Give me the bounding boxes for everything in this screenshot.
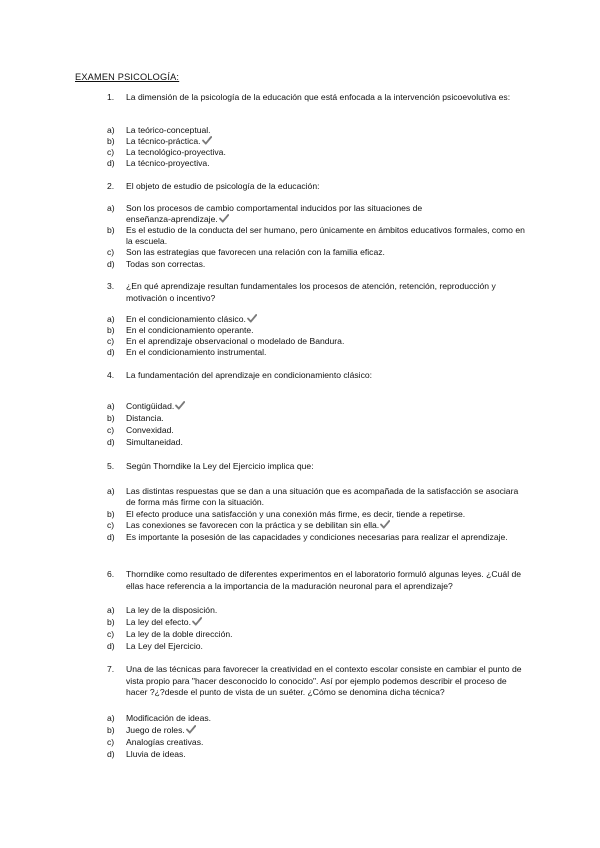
option-text: Es importante la posesión de las capacidades y condiciones necesarias para realizar el aprendizaje. xyxy=(126,532,508,542)
question-2 xyxy=(107,181,527,193)
check-mark-icon xyxy=(219,214,229,223)
question-number: 4. xyxy=(107,370,115,380)
option-2b xyxy=(107,225,527,247)
question-3 xyxy=(107,281,527,304)
option-letter: c) xyxy=(107,629,115,639)
check-mark-icon xyxy=(175,401,185,410)
option-text: En el condicionamiento instrumental. xyxy=(126,347,267,357)
option-letter: d) xyxy=(107,532,115,542)
option-text: La teórico-conceptual. xyxy=(126,125,211,135)
option-5d xyxy=(107,532,527,543)
option-text: El efecto produce una satisfacción y una conexión más firme, es decir, tiende a repetirse. xyxy=(126,509,466,519)
option-letter: a) xyxy=(107,605,115,615)
option-letter: c) xyxy=(107,147,115,157)
option-text: Simultaneidad. xyxy=(126,437,183,447)
option-letter: b) xyxy=(107,725,115,735)
question-text: ¿En qué aprendizaje resultan fundamentales los procesos de atención, retención, reproducción y motivación o incentivo? xyxy=(126,281,496,303)
option-letter: d) xyxy=(107,158,115,168)
option-text: Son las estrategias que favorecen una relación con la familia eficaz. xyxy=(126,247,385,257)
option-1b xyxy=(107,136,527,147)
question-text: Una de las técnicas para favorecer la creatividad en el contexto escolar consiste en cambiar el punto de vista propio para "hacer desconocido lo conocido". Así por ejemplo podemos describir el proceso de hacer ?¿?desde el punto de vista de un suéter. ¿Cómo se denomina dicha técnica? xyxy=(126,664,522,697)
option-text: Distancia. xyxy=(126,413,164,423)
option-letter: d) xyxy=(107,437,115,447)
option-text: La ley de la doble dirección. xyxy=(126,629,233,639)
option-text: Es el estudio de la conducta del ser humano, pero únicamente en ámbitos educativos formales, como en la escuela. xyxy=(126,225,525,247)
option-text: La técnico-proyectiva. xyxy=(126,158,210,168)
question-number: 7. xyxy=(107,664,115,674)
option-letter: d) xyxy=(107,259,115,269)
option-text: En el condicionamiento operante. xyxy=(126,325,254,335)
option-4b xyxy=(107,413,527,424)
option-letter: a) xyxy=(107,401,115,411)
option-4c xyxy=(107,425,527,436)
option-1c xyxy=(107,147,527,158)
option-text: La técnico-práctica. xyxy=(126,136,201,146)
option-text: Contigüidad. xyxy=(126,401,175,411)
question-6 xyxy=(107,569,527,592)
question-text: El objeto de estudio de psicología de la educación: xyxy=(126,181,320,191)
option-letter: c) xyxy=(107,247,115,257)
option-letter: a) xyxy=(107,486,115,496)
question-1 xyxy=(107,92,527,104)
option-2d xyxy=(107,259,527,270)
option-7a xyxy=(107,713,527,724)
option-6a xyxy=(107,605,527,616)
question-7 xyxy=(107,664,527,699)
option-letter: b) xyxy=(107,617,115,627)
option-letter: c) xyxy=(107,336,115,346)
option-text: Modificación de ideas. xyxy=(126,713,212,723)
option-3d xyxy=(107,347,527,358)
option-letter: b) xyxy=(107,325,115,335)
option-2c xyxy=(107,247,527,258)
option-text: Juego de roles. xyxy=(126,725,185,735)
option-letter: a) xyxy=(107,314,115,324)
question-number: 5. xyxy=(107,461,115,471)
option-1d xyxy=(107,158,527,169)
question-4 xyxy=(107,370,527,382)
option-text: Lluvia de ideas. xyxy=(126,749,186,759)
option-letter: c) xyxy=(107,520,115,530)
option-letter: c) xyxy=(107,737,115,747)
option-7b xyxy=(107,725,527,736)
option-text: La ley del efecto. xyxy=(126,617,191,627)
option-4d xyxy=(107,437,527,448)
check-mark-icon xyxy=(186,725,196,734)
option-3a xyxy=(107,314,527,325)
option-letter: b) xyxy=(107,509,115,519)
option-text: Todas son correctas. xyxy=(126,259,206,269)
option-text: Convexidad. xyxy=(126,425,174,435)
question-text: La dimensión de la psicología de la educación que está enfocada a la intervención psicoevolutiva es: xyxy=(126,92,511,102)
question-text: Según Thorndike la Ley del Ejercicio implica que: xyxy=(126,461,314,471)
option-letter: b) xyxy=(107,413,115,423)
option-5b xyxy=(107,509,527,520)
question-number: 2. xyxy=(107,181,115,191)
option-3c xyxy=(107,336,527,347)
option-text: Las conexiones se favorecen con la práctica y se debilitan sin ella. xyxy=(126,520,380,530)
option-letter: a) xyxy=(107,713,115,723)
question-number: 6. xyxy=(107,569,115,579)
option-letter: b) xyxy=(107,225,115,235)
option-letter: c) xyxy=(107,425,115,435)
question-text: La fundamentación del aprendizaje en condicionamiento clásico: xyxy=(126,370,373,380)
option-letter: d) xyxy=(107,749,115,759)
option-text: Analogías creativas. xyxy=(126,737,204,747)
option-text: Las distintas respuestas que se dan a una situación que es acompañada de la satisfacción se asociara de forma más firme con la situación. xyxy=(126,486,519,508)
option-letter: d) xyxy=(107,347,115,357)
option-5c xyxy=(107,520,527,531)
option-text: La ley de la disposición. xyxy=(126,605,218,615)
option-letter: b) xyxy=(107,136,115,146)
check-mark-icon xyxy=(202,136,212,145)
option-letter: d) xyxy=(107,641,115,651)
question-number: 3. xyxy=(107,281,115,291)
question-text: Thorndike como resultado de diferentes experimentos en el laboratorio formuló algunas leyes. ¿Cuál de ellas hace referencia a la importancia de la maduración neuronal para el aprendizaje? xyxy=(126,569,522,591)
option-text: En el condicionamiento clásico. xyxy=(126,314,246,324)
option-7c xyxy=(107,737,527,748)
option-2a xyxy=(107,203,527,225)
option-letter: a) xyxy=(107,125,115,135)
check-mark-icon xyxy=(192,617,202,626)
check-mark-icon xyxy=(380,520,390,529)
option-1a xyxy=(107,125,527,136)
check-mark-icon xyxy=(247,314,257,323)
option-text: En el aprendizaje observacional o modelado de Bandura. xyxy=(126,336,345,346)
option-7d xyxy=(107,749,527,760)
option-4a xyxy=(107,401,527,412)
option-6d xyxy=(107,641,527,652)
exam-title: EXAMEN PSICOLOGÍA: xyxy=(75,72,180,82)
option-5a xyxy=(107,486,527,508)
option-letter: a) xyxy=(107,203,115,213)
option-3b xyxy=(107,325,527,336)
option-text: La Ley del Ejercicio. xyxy=(126,641,203,651)
option-6b xyxy=(107,617,527,628)
option-6c xyxy=(107,629,527,640)
option-text: La tecnológico-proyectiva. xyxy=(126,147,226,157)
question-5 xyxy=(107,461,527,473)
option-text: Son los procesos de cambio comportamental inducidos por las situaciones de enseñanza-aprendizaje. xyxy=(126,203,423,225)
question-number: 1. xyxy=(107,92,115,102)
